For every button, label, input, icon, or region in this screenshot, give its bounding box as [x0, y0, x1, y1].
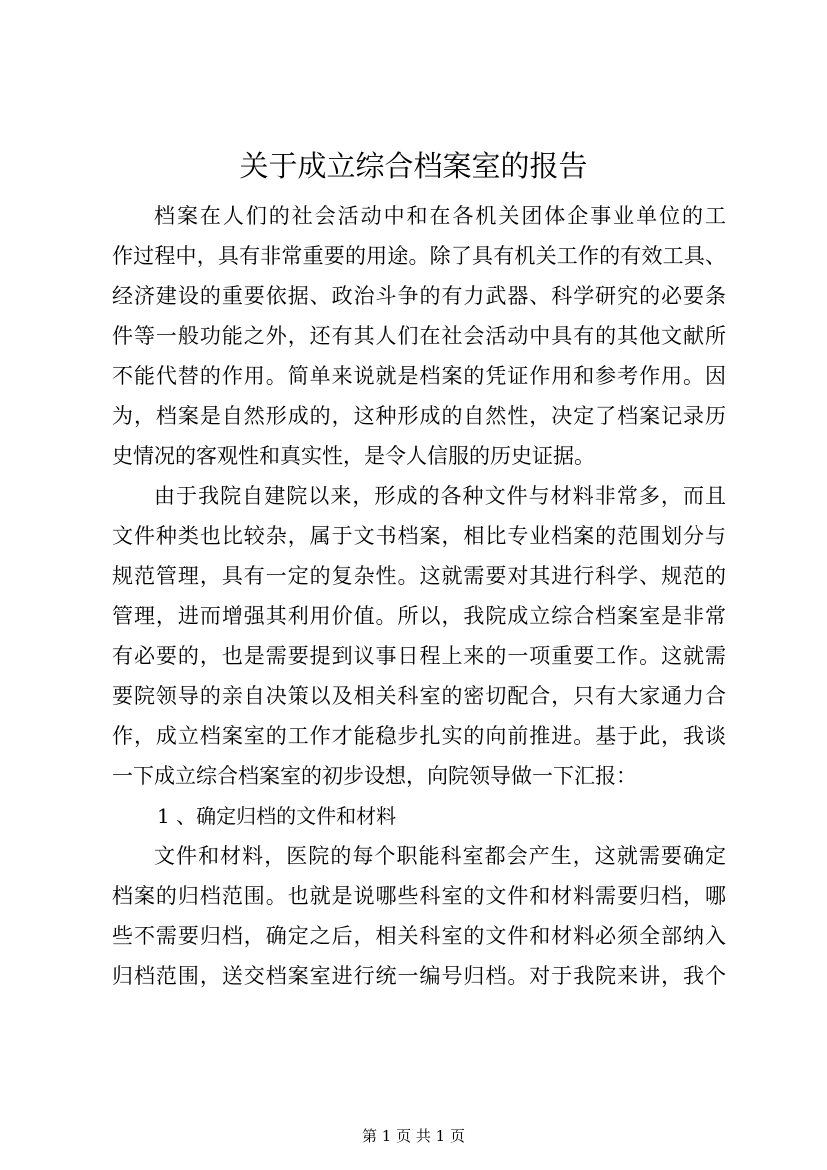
text-line: 些不需要归档，确定之后，相关科室的文件和材料必须全部纳入: [112, 924, 726, 948]
text-line: 文件和材料，医院的每个职能科室都会产生，这就需要确定: [154, 844, 726, 868]
section-heading: 1 、确定归档的文件和材料: [157, 804, 397, 828]
text-line: 文件种类也比较杂，属于文书档案，相比专业档案的范围划分与: [112, 524, 726, 548]
text-line: 作，成立档案室的工作才能稳步扎实的向前推进。基于此，我谈: [112, 724, 726, 748]
text-line: 档案的归档范围。也就是说哪些科室的文件和材料需要归档，哪: [112, 884, 726, 908]
text-line: 史情况的客观性和真实性，是令人信服的历史证据。: [112, 444, 595, 468]
text-line: 档案在人们的社会活动中和在各机关团体企事业单位的工: [154, 204, 726, 228]
text-line: 经济建设的重要依据、政治斗争的有力武器、科学研究的必要条: [112, 284, 726, 308]
text-line: 件等一般功能之外，还有其人们在社会活动中具有的其他文献所: [112, 324, 726, 348]
text-line: 要院领导的亲自决策以及相关科室的密切配合，只有大家通力合: [112, 684, 726, 708]
page-footer: 第 1 页 共 1 页: [362, 1127, 465, 1145]
document-title: 关于成立综合档案室的报告: [239, 149, 588, 183]
text-line: 规范管理，具有一定的复杂性。这就需要对其进行科学、规范的: [112, 564, 726, 588]
text-line: 由于我院自建院以来，形成的各种文件与材料非常多，而且: [154, 484, 726, 508]
text-line: 归档范围，送交档案室进行统一编号归档。对于我院来讲，我个: [112, 964, 726, 988]
text-line: 为，档案是自然形成的，这种形成的自然性，决定了档案记录历: [112, 404, 726, 428]
text-line: 作过程中，具有非常重要的用途。除了具有机关工作的有效工具、: [112, 244, 726, 268]
text-line: 一下成立综合档案室的初步设想，向院领导做一下汇报：: [112, 764, 637, 788]
document-body: [112, 196, 726, 996]
text-line: 管理，进而增强其利用价值。所以，我院成立综合档案室是非常: [112, 604, 726, 628]
text-line: 不能代替的作用。简单来说就是档案的凭证作用和参考作用。因: [112, 364, 726, 388]
text-line: 有必要的，也是需要提到议事日程上来的一项重要工作。这就需: [112, 644, 726, 668]
